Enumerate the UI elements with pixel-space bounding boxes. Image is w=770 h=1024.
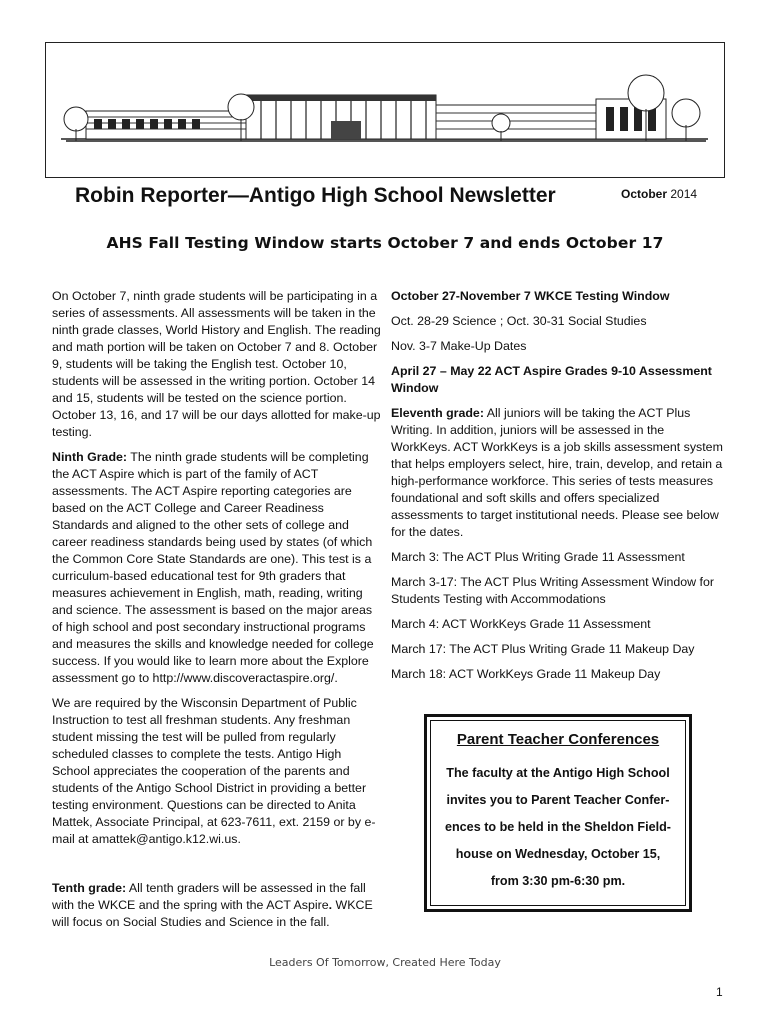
right-column: [391, 288, 723, 683]
headline: AHS Fall Testing Window starts October 7 and ends October 17: [106, 234, 664, 252]
footer-tagline: Leaders Of Tomorrow, Created Here Today: [269, 956, 501, 969]
wkce-line-makeup: Nov. 3-7 Make-Up Dates: [391, 339, 527, 353]
dpi-paragraph: We are required by the Wisconsin Department of Public Instruction to test all freshman students. Any freshman student missing the test will be pulled from regularly scheduled classes to complete the tests. Antigo High School appreciates the cooperation of the parents and students of the Antigo School District in providing a better testing environment. Questions can be directed to Anita Mattek, Associate Principal, at 623-7611, ext. 2159 or by e-mail at amattek@antigo.k12.wi.us.: [52, 696, 376, 846]
eleventh-grade-label: Eleventh grade:: [391, 406, 484, 420]
ninth-grade-label: Ninth Grade:: [52, 450, 128, 464]
eleventh-grade-paragraph: [391, 405, 723, 541]
tenth-grade-text-a: All tenth graders will be assessed in the fall with the WKCE and the spring with the ACT Aspire: [52, 881, 366, 912]
date-item: March 17: The ACT Plus Writing Grade 11 Makeup Day: [391, 642, 695, 656]
date-item: March 3: The ACT Plus Writing Grade 11 Assessment: [391, 550, 685, 564]
issue-date: [621, 187, 697, 201]
wkce-heading: [391, 288, 723, 305]
aspire-heading-text: April 27 – May 22 ACT Aspire Grades 9-10 Assessment Window: [391, 364, 712, 395]
newsletter-title: Robin Reporter—Antigo High School Newsletter: [75, 184, 556, 207]
conference-line: house on Wednesday, October 15,: [455, 847, 661, 861]
school-building-banner: [45, 42, 725, 178]
issue-year: 2014: [670, 187, 698, 201]
conference-box-inner: [430, 720, 686, 906]
left-column: [52, 288, 381, 931]
wkce-line-science: Oct. 28-29 Science ; Oct. 30-31 Social Studies: [391, 314, 647, 328]
date-item: March 3-17: The ACT Plus Writing Assessment Window for Students Testing with Accommodations: [391, 575, 714, 606]
date-item: March 4: ACT WorkKeys Grade 11 Assessment: [391, 617, 651, 631]
conference-line: ences to be held in the Sheldon Field-: [444, 820, 671, 834]
conference-line: from 3:30 pm-6:30 pm.: [490, 874, 626, 888]
ninth-grade-text: The ninth grade students will be completing the ACT Aspire which is part of the family of ACT assessments. The ACT Aspire reporting categories are based on the ACT College and Career Readiness Standards and aligned to the other sets of college and career readiness standards being used by states (of which the Common Core State Standards are one). This test is a curriculum-based educational test for 9th graders that measures achievement in English, math, reading, writing and science. The assessment is based on the major areas of high school and post secondary instructional programs and measures the skills and knowledge needed for college success. If you would like to learn more about the Explore assessment go to http://www.discoveractaspire.org/.: [52, 450, 374, 685]
conference-line: The faculty at the Antigo High School: [446, 766, 670, 780]
conference-title: Parent Teacher Conferences: [456, 731, 660, 748]
tenth-grade-paragraph: [52, 880, 381, 931]
issue-month: October: [621, 187, 668, 201]
page-number: 1: [716, 985, 723, 999]
wkce-heading-text: October 27-November 7 WKCE Testing Window: [391, 289, 670, 303]
tenth-grade-text-b: WKCE will focus on Social Studies and Science in the fall.: [52, 898, 373, 929]
intro-paragraph: On October 7, ninth grade students will be participating in a series of assessments. All assessments will be taken in the ninth grade classes, World History and English. The reading and math portion will be taken on October 7 and 8. October 9, students will be taking the English test. October 10, students will be assessed in the writing portion. October 14 and 15, students will be tested on the science portion. October 13, 16, and 17 will be our days allotted for make-up testing.: [52, 289, 381, 439]
ninth-grade-paragraph: [52, 449, 381, 687]
eleventh-grade-text: All juniors will be taking the ACT Plus Writing. In addition, juniors will be assessed in the WorkKeys. ACT WorkKeys is a job skills assessment system that helps employers select, hire, train, develop, and retain a high-performance workforce. This series of tests measures foundational and soft skills and offers specialized assessments to target institutional needs. Please see below for the dates.: [391, 406, 723, 539]
tenth-grade-label: Tenth grade:: [52, 881, 127, 895]
conference-line: invites you to Parent Teacher Confer-: [446, 793, 670, 807]
conference-announcement-box: [424, 714, 692, 912]
school-building-illustration: [46, 43, 724, 177]
tenth-grade-period: .: [328, 898, 333, 912]
date-item: March 18: ACT WorkKeys Grade 11 Makeup Day: [391, 667, 661, 681]
aspire-heading: [391, 363, 723, 397]
